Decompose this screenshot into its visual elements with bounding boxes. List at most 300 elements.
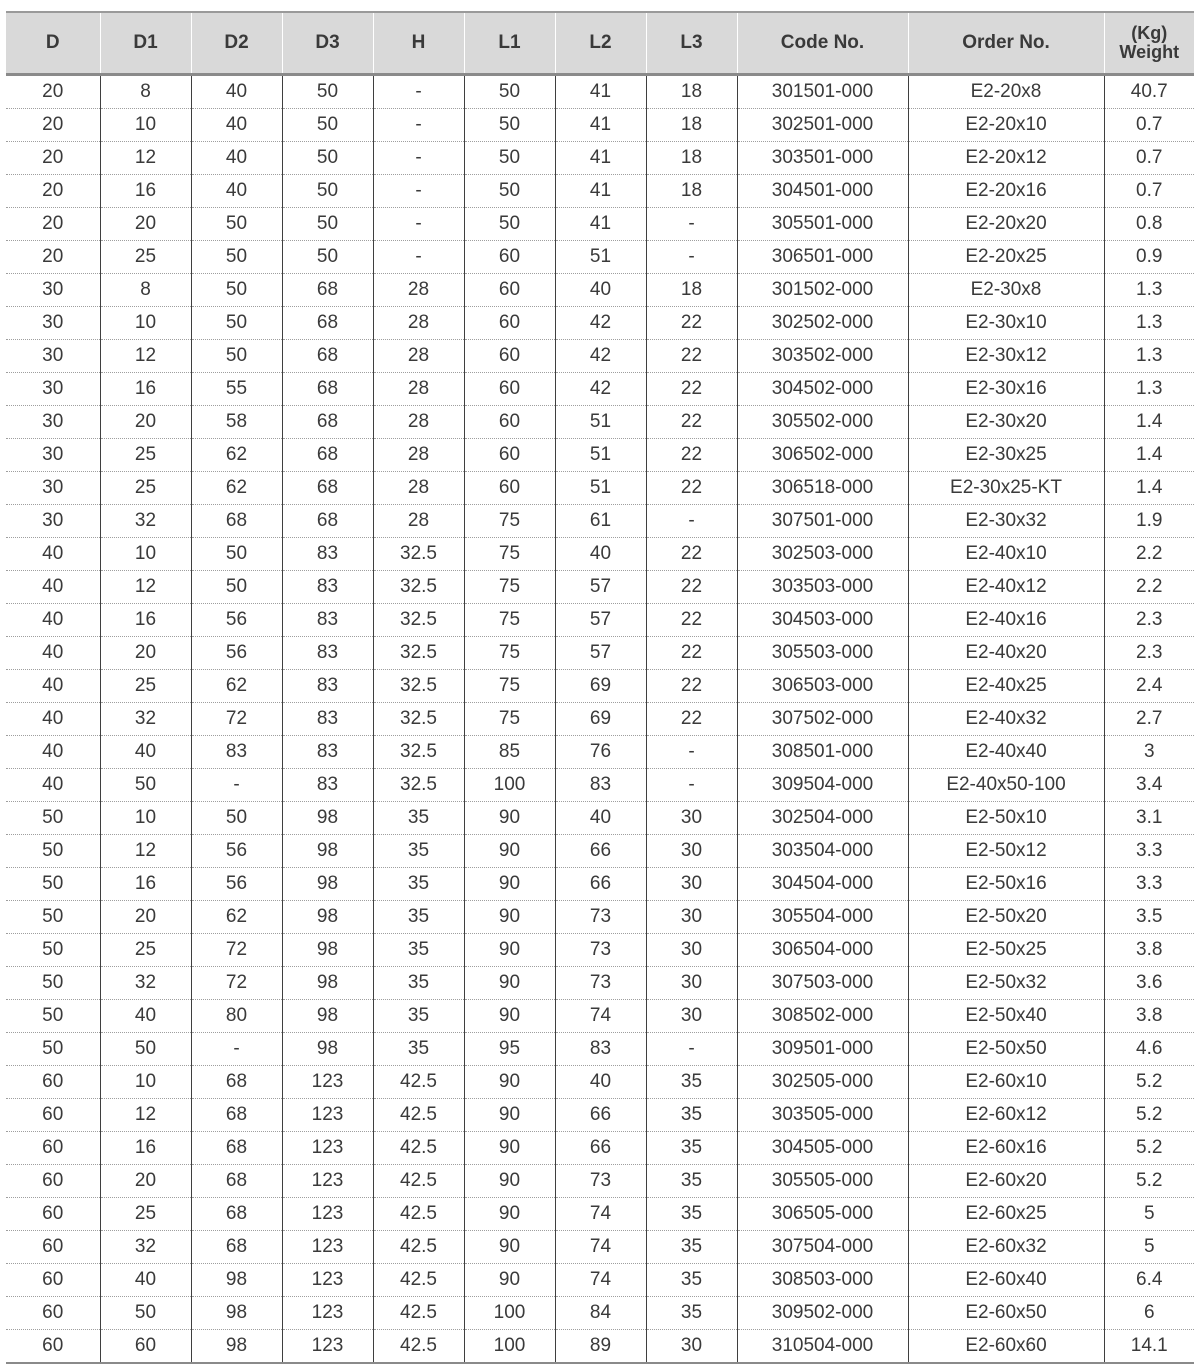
cell-l3: 18 bbox=[646, 142, 737, 175]
cell-d2: 56 bbox=[191, 604, 282, 637]
cell-l1: 75 bbox=[464, 670, 555, 703]
cell-h: - bbox=[373, 142, 464, 175]
cell-weight: 1.3 bbox=[1104, 340, 1194, 373]
cell-l2: 41 bbox=[555, 175, 646, 208]
header-d3: D3 bbox=[282, 12, 373, 75]
cell-d1: 10 bbox=[100, 307, 191, 340]
cell-code-no: 307501-000 bbox=[737, 505, 908, 538]
table-row bbox=[6, 703, 1194, 736]
cell-weight: 2.7 bbox=[1104, 703, 1194, 736]
cell-d2: 40 bbox=[191, 142, 282, 175]
cell-order-no: E2-40x32 bbox=[908, 703, 1104, 736]
cell-code-no: 303502-000 bbox=[737, 340, 908, 373]
cell-d3: 68 bbox=[282, 373, 373, 406]
cell-weight: 2.3 bbox=[1104, 604, 1194, 637]
cell-d3: 50 bbox=[282, 75, 373, 109]
cell-code-no: 305501-000 bbox=[737, 208, 908, 241]
cell-h: 35 bbox=[373, 868, 464, 901]
cell-h: 32.5 bbox=[373, 637, 464, 670]
cell-d3: 98 bbox=[282, 1033, 373, 1066]
header-weight bbox=[1104, 12, 1194, 75]
table-row bbox=[6, 1066, 1194, 1099]
cell-h: 28 bbox=[373, 340, 464, 373]
cell-order-no: E2-50x40 bbox=[908, 1000, 1104, 1033]
cell-l2: 41 bbox=[555, 75, 646, 109]
cell-d3: 68 bbox=[282, 406, 373, 439]
cell-d3: 98 bbox=[282, 967, 373, 1000]
table-body bbox=[6, 75, 1194, 1364]
cell-l2: 74 bbox=[555, 1198, 646, 1231]
header-row bbox=[6, 12, 1194, 75]
cell-h: 32.5 bbox=[373, 736, 464, 769]
cell-order-no: E2-50x50 bbox=[908, 1033, 1104, 1066]
cell-d3: 50 bbox=[282, 241, 373, 274]
cell-l3: 30 bbox=[646, 1000, 737, 1033]
cell-d: 30 bbox=[6, 274, 100, 307]
cell-d3: 68 bbox=[282, 439, 373, 472]
header-h: H bbox=[373, 12, 464, 75]
cell-order-no: E2-40x50-100 bbox=[908, 769, 1104, 802]
cell-d3: 83 bbox=[282, 736, 373, 769]
cell-l2: 73 bbox=[555, 901, 646, 934]
cell-d3: 123 bbox=[282, 1099, 373, 1132]
cell-d3: 83 bbox=[282, 703, 373, 736]
cell-d2: 50 bbox=[191, 241, 282, 274]
cell-l2: 89 bbox=[555, 1330, 646, 1364]
cell-l1: 50 bbox=[464, 208, 555, 241]
cell-l1: 60 bbox=[464, 373, 555, 406]
cell-l3: 22 bbox=[646, 307, 737, 340]
cell-order-no: E2-60x40 bbox=[908, 1264, 1104, 1297]
cell-h: - bbox=[373, 175, 464, 208]
cell-weight: 0.8 bbox=[1104, 208, 1194, 241]
cell-code-no: 302503-000 bbox=[737, 538, 908, 571]
cell-code-no: 309501-000 bbox=[737, 1033, 908, 1066]
cell-order-no: E2-60x16 bbox=[908, 1132, 1104, 1165]
cell-d1: 10 bbox=[100, 109, 191, 142]
cell-code-no: 305503-000 bbox=[737, 637, 908, 670]
cell-l2: 51 bbox=[555, 472, 646, 505]
cell-code-no: 303501-000 bbox=[737, 142, 908, 175]
cell-d3: 50 bbox=[282, 109, 373, 142]
table-row bbox=[6, 802, 1194, 835]
cell-l3: 35 bbox=[646, 1165, 737, 1198]
cell-code-no: 306501-000 bbox=[737, 241, 908, 274]
cell-order-no: E2-20x12 bbox=[908, 142, 1104, 175]
cell-order-no: E2-60x32 bbox=[908, 1231, 1104, 1264]
cell-l2: 42 bbox=[555, 373, 646, 406]
cell-l3: 22 bbox=[646, 538, 737, 571]
cell-d3: 83 bbox=[282, 571, 373, 604]
cell-h: 42.5 bbox=[373, 1264, 464, 1297]
cell-l1: 90 bbox=[464, 934, 555, 967]
cell-h: 42.5 bbox=[373, 1165, 464, 1198]
cell-order-no: E2-60x20 bbox=[908, 1165, 1104, 1198]
cell-order-no: E2-20x10 bbox=[908, 109, 1104, 142]
cell-weight: 3.8 bbox=[1104, 934, 1194, 967]
cell-l1: 60 bbox=[464, 307, 555, 340]
cell-l2: 40 bbox=[555, 538, 646, 571]
cell-d1: 20 bbox=[100, 406, 191, 439]
cell-order-no: E2-20x16 bbox=[908, 175, 1104, 208]
cell-h: - bbox=[373, 109, 464, 142]
cell-l1: 75 bbox=[464, 505, 555, 538]
cell-weight: 1.4 bbox=[1104, 406, 1194, 439]
cell-d1: 50 bbox=[100, 1297, 191, 1330]
cell-h: 35 bbox=[373, 901, 464, 934]
cell-d1: 32 bbox=[100, 1231, 191, 1264]
cell-l3: - bbox=[646, 736, 737, 769]
cell-d2: 40 bbox=[191, 75, 282, 109]
cell-d: 30 bbox=[6, 307, 100, 340]
cell-code-no: 309502-000 bbox=[737, 1297, 908, 1330]
cell-l3: - bbox=[646, 208, 737, 241]
cell-h: - bbox=[373, 241, 464, 274]
cell-d1: 50 bbox=[100, 1033, 191, 1066]
cell-l1: 90 bbox=[464, 1231, 555, 1264]
cell-l1: 90 bbox=[464, 1000, 555, 1033]
cell-d2: 50 bbox=[191, 208, 282, 241]
cell-l3: 35 bbox=[646, 1297, 737, 1330]
cell-weight: 5.2 bbox=[1104, 1066, 1194, 1099]
cell-d2: 58 bbox=[191, 406, 282, 439]
cell-l3: 30 bbox=[646, 901, 737, 934]
cell-d3: 68 bbox=[282, 505, 373, 538]
cell-l3: 22 bbox=[646, 703, 737, 736]
table-row bbox=[6, 670, 1194, 703]
cell-l3: 22 bbox=[646, 439, 737, 472]
cell-code-no: 301501-000 bbox=[737, 75, 908, 109]
cell-l3: 35 bbox=[646, 1231, 737, 1264]
cell-l3: 22 bbox=[646, 604, 737, 637]
header-order-no: Order No. bbox=[908, 12, 1104, 75]
cell-d: 20 bbox=[6, 175, 100, 208]
cell-d1: 20 bbox=[100, 901, 191, 934]
cell-code-no: 302504-000 bbox=[737, 802, 908, 835]
cell-order-no: E2-30x10 bbox=[908, 307, 1104, 340]
cell-order-no: E2-60x50 bbox=[908, 1297, 1104, 1330]
cell-weight: 5.2 bbox=[1104, 1099, 1194, 1132]
cell-d: 60 bbox=[6, 1066, 100, 1099]
cell-weight: 5 bbox=[1104, 1231, 1194, 1264]
cell-l1: 75 bbox=[464, 637, 555, 670]
cell-l2: 51 bbox=[555, 406, 646, 439]
table-row bbox=[6, 934, 1194, 967]
cell-d1: 10 bbox=[100, 1066, 191, 1099]
cell-d3: 123 bbox=[282, 1165, 373, 1198]
cell-order-no: E2-50x32 bbox=[908, 967, 1104, 1000]
cell-h: 42.5 bbox=[373, 1231, 464, 1264]
cell-code-no: 304502-000 bbox=[737, 373, 908, 406]
cell-order-no: E2-40x10 bbox=[908, 538, 1104, 571]
cell-l1: 90 bbox=[464, 967, 555, 1000]
cell-d: 50 bbox=[6, 868, 100, 901]
cell-d3: 68 bbox=[282, 340, 373, 373]
cell-code-no: 305505-000 bbox=[737, 1165, 908, 1198]
cell-l2: 66 bbox=[555, 1099, 646, 1132]
cell-l1: 100 bbox=[464, 1297, 555, 1330]
cell-d3: 83 bbox=[282, 637, 373, 670]
cell-l3: 30 bbox=[646, 868, 737, 901]
cell-d2: - bbox=[191, 1033, 282, 1066]
cell-code-no: 306502-000 bbox=[737, 439, 908, 472]
cell-l3: 18 bbox=[646, 109, 737, 142]
cell-d2: 55 bbox=[191, 373, 282, 406]
cell-l2: 74 bbox=[555, 1231, 646, 1264]
cell-weight: 2.3 bbox=[1104, 637, 1194, 670]
cell-l1: 95 bbox=[464, 1033, 555, 1066]
cell-d2: 68 bbox=[191, 1132, 282, 1165]
cell-l2: 66 bbox=[555, 1132, 646, 1165]
cell-d: 60 bbox=[6, 1330, 100, 1364]
table-row bbox=[6, 769, 1194, 802]
table-row bbox=[6, 142, 1194, 175]
cell-d2: 98 bbox=[191, 1330, 282, 1364]
table-header bbox=[6, 12, 1194, 75]
header-code-no: Code No. bbox=[737, 12, 908, 75]
cell-weight: 3.3 bbox=[1104, 835, 1194, 868]
table-row bbox=[6, 604, 1194, 637]
cell-order-no: E2-40x12 bbox=[908, 571, 1104, 604]
cell-l1: 75 bbox=[464, 703, 555, 736]
cell-order-no: E2-20x25 bbox=[908, 241, 1104, 274]
cell-weight: 2.2 bbox=[1104, 538, 1194, 571]
cell-l2: 73 bbox=[555, 1165, 646, 1198]
cell-weight: 6.4 bbox=[1104, 1264, 1194, 1297]
table-row bbox=[6, 75, 1194, 109]
table-row bbox=[6, 835, 1194, 868]
table-row bbox=[6, 373, 1194, 406]
cell-d2: 56 bbox=[191, 835, 282, 868]
cell-weight: 6 bbox=[1104, 1297, 1194, 1330]
cell-l3: 35 bbox=[646, 1198, 737, 1231]
cell-d2: 68 bbox=[191, 1231, 282, 1264]
cell-l1: 75 bbox=[464, 571, 555, 604]
cell-l1: 90 bbox=[464, 1198, 555, 1231]
table-row bbox=[6, 1198, 1194, 1231]
cell-d1: 40 bbox=[100, 736, 191, 769]
cell-weight: 5.2 bbox=[1104, 1132, 1194, 1165]
cell-h: 28 bbox=[373, 307, 464, 340]
table-row bbox=[6, 1132, 1194, 1165]
cell-h: 32.5 bbox=[373, 670, 464, 703]
cell-d1: 12 bbox=[100, 142, 191, 175]
cell-l2: 74 bbox=[555, 1264, 646, 1297]
cell-d1: 8 bbox=[100, 274, 191, 307]
cell-h: 32.5 bbox=[373, 538, 464, 571]
table-row bbox=[6, 1099, 1194, 1132]
cell-d: 50 bbox=[6, 1000, 100, 1033]
table-row bbox=[6, 901, 1194, 934]
cell-l3: - bbox=[646, 769, 737, 802]
cell-code-no: 307503-000 bbox=[737, 967, 908, 1000]
cell-order-no: E2-60x60 bbox=[908, 1330, 1104, 1364]
cell-order-no: E2-30x8 bbox=[908, 274, 1104, 307]
cell-d2: 50 bbox=[191, 340, 282, 373]
cell-code-no: 307504-000 bbox=[737, 1231, 908, 1264]
cell-l1: 90 bbox=[464, 1264, 555, 1297]
cell-code-no: 308503-000 bbox=[737, 1264, 908, 1297]
cell-l2: 51 bbox=[555, 439, 646, 472]
cell-d: 40 bbox=[6, 637, 100, 670]
cell-d: 60 bbox=[6, 1231, 100, 1264]
cell-d: 50 bbox=[6, 901, 100, 934]
cell-d3: 83 bbox=[282, 769, 373, 802]
cell-code-no: 303503-000 bbox=[737, 571, 908, 604]
cell-d: 40 bbox=[6, 769, 100, 802]
cell-d1: 32 bbox=[100, 967, 191, 1000]
table-row bbox=[6, 175, 1194, 208]
cell-l1: 100 bbox=[464, 769, 555, 802]
table-row bbox=[6, 1000, 1194, 1033]
cell-weight: 4.6 bbox=[1104, 1033, 1194, 1066]
cell-d1: 32 bbox=[100, 703, 191, 736]
cell-l2: 66 bbox=[555, 835, 646, 868]
cell-order-no: E2-60x25 bbox=[908, 1198, 1104, 1231]
cell-l2: 74 bbox=[555, 1000, 646, 1033]
cell-d3: 68 bbox=[282, 274, 373, 307]
cell-d3: 123 bbox=[282, 1330, 373, 1364]
cell-code-no: 301502-000 bbox=[737, 274, 908, 307]
table-row bbox=[6, 307, 1194, 340]
cell-d1: 12 bbox=[100, 340, 191, 373]
cell-d3: 68 bbox=[282, 472, 373, 505]
cell-l1: 90 bbox=[464, 901, 555, 934]
cell-d2: 50 bbox=[191, 538, 282, 571]
cell-order-no: E2-30x25-KT bbox=[908, 472, 1104, 505]
cell-l2: 40 bbox=[555, 802, 646, 835]
cell-order-no: E2-30x32 bbox=[908, 505, 1104, 538]
cell-d: 60 bbox=[6, 1198, 100, 1231]
cell-order-no: E2-40x25 bbox=[908, 670, 1104, 703]
cell-d: 40 bbox=[6, 736, 100, 769]
cell-weight: 0.9 bbox=[1104, 241, 1194, 274]
cell-l1: 90 bbox=[464, 802, 555, 835]
cell-l1: 90 bbox=[464, 1066, 555, 1099]
header-d2: D2 bbox=[191, 12, 282, 75]
cell-l1: 50 bbox=[464, 175, 555, 208]
cell-h: 35 bbox=[373, 1000, 464, 1033]
cell-d1: 16 bbox=[100, 373, 191, 406]
cell-h: - bbox=[373, 208, 464, 241]
cell-l3: 35 bbox=[646, 1264, 737, 1297]
table-row bbox=[6, 1330, 1194, 1364]
cell-d2: 62 bbox=[191, 901, 282, 934]
cell-order-no: E2-50x10 bbox=[908, 802, 1104, 835]
cell-code-no: 306504-000 bbox=[737, 934, 908, 967]
table-row bbox=[6, 406, 1194, 439]
cell-l3: 30 bbox=[646, 802, 737, 835]
table-row bbox=[6, 1264, 1194, 1297]
cell-l2: 57 bbox=[555, 604, 646, 637]
cell-h: 35 bbox=[373, 1033, 464, 1066]
cell-h: 42.5 bbox=[373, 1066, 464, 1099]
cell-code-no: 305504-000 bbox=[737, 901, 908, 934]
table-row bbox=[6, 472, 1194, 505]
cell-d2: 68 bbox=[191, 1165, 282, 1198]
cell-code-no: 309504-000 bbox=[737, 769, 908, 802]
cell-l2: 83 bbox=[555, 1033, 646, 1066]
cell-d: 40 bbox=[6, 571, 100, 604]
cell-l2: 41 bbox=[555, 109, 646, 142]
spec-table bbox=[6, 11, 1194, 1364]
cell-l1: 50 bbox=[464, 109, 555, 142]
cell-l1: 100 bbox=[464, 1330, 555, 1364]
cell-d1: 40 bbox=[100, 1264, 191, 1297]
cell-l2: 57 bbox=[555, 637, 646, 670]
cell-l3: 22 bbox=[646, 571, 737, 604]
cell-d3: 98 bbox=[282, 802, 373, 835]
cell-d3: 50 bbox=[282, 142, 373, 175]
cell-d1: 16 bbox=[100, 1132, 191, 1165]
cell-l1: 90 bbox=[464, 868, 555, 901]
cell-d3: 98 bbox=[282, 934, 373, 967]
cell-h: 32.5 bbox=[373, 769, 464, 802]
cell-order-no: E2-50x25 bbox=[908, 934, 1104, 967]
header-weight-label: Weight bbox=[1119, 42, 1180, 62]
cell-h: 42.5 bbox=[373, 1099, 464, 1132]
cell-d: 30 bbox=[6, 340, 100, 373]
cell-l1: 50 bbox=[464, 142, 555, 175]
cell-code-no: 306518-000 bbox=[737, 472, 908, 505]
cell-l1: 85 bbox=[464, 736, 555, 769]
cell-d: 40 bbox=[6, 703, 100, 736]
cell-l3: - bbox=[646, 1033, 737, 1066]
cell-d2: 50 bbox=[191, 307, 282, 340]
cell-d1: 10 bbox=[100, 538, 191, 571]
cell-d: 30 bbox=[6, 439, 100, 472]
cell-h: 35 bbox=[373, 802, 464, 835]
cell-d1: 10 bbox=[100, 802, 191, 835]
cell-d3: 123 bbox=[282, 1132, 373, 1165]
cell-l1: 90 bbox=[464, 1132, 555, 1165]
cell-l2: 73 bbox=[555, 934, 646, 967]
cell-d2: 68 bbox=[191, 1066, 282, 1099]
cell-d: 60 bbox=[6, 1099, 100, 1132]
cell-d3: 123 bbox=[282, 1066, 373, 1099]
cell-d3: 83 bbox=[282, 670, 373, 703]
cell-l1: 75 bbox=[464, 538, 555, 571]
cell-weight: 2.2 bbox=[1104, 571, 1194, 604]
cell-l2: 69 bbox=[555, 670, 646, 703]
cell-l3: 22 bbox=[646, 340, 737, 373]
cell-d3: 83 bbox=[282, 604, 373, 637]
cell-l1: 90 bbox=[464, 1165, 555, 1198]
cell-d2: 72 bbox=[191, 967, 282, 1000]
cell-d1: 25 bbox=[100, 241, 191, 274]
header-d1: D1 bbox=[100, 12, 191, 75]
cell-weight: 1.3 bbox=[1104, 274, 1194, 307]
cell-code-no: 307502-000 bbox=[737, 703, 908, 736]
cell-l2: 40 bbox=[555, 274, 646, 307]
cell-code-no: 302501-000 bbox=[737, 109, 908, 142]
cell-d1: 16 bbox=[100, 604, 191, 637]
cell-d: 60 bbox=[6, 1297, 100, 1330]
cell-h: - bbox=[373, 75, 464, 109]
cell-d1: 16 bbox=[100, 175, 191, 208]
cell-l3: 18 bbox=[646, 274, 737, 307]
cell-d2: 40 bbox=[191, 109, 282, 142]
cell-h: 32.5 bbox=[373, 703, 464, 736]
cell-d1: 20 bbox=[100, 208, 191, 241]
cell-d2: 98 bbox=[191, 1297, 282, 1330]
cell-order-no: E2-30x25 bbox=[908, 439, 1104, 472]
cell-weight: 1.9 bbox=[1104, 505, 1194, 538]
cell-d3: 123 bbox=[282, 1297, 373, 1330]
cell-d: 20 bbox=[6, 208, 100, 241]
spec-table-container bbox=[6, 11, 1194, 1364]
cell-l2: 76 bbox=[555, 736, 646, 769]
